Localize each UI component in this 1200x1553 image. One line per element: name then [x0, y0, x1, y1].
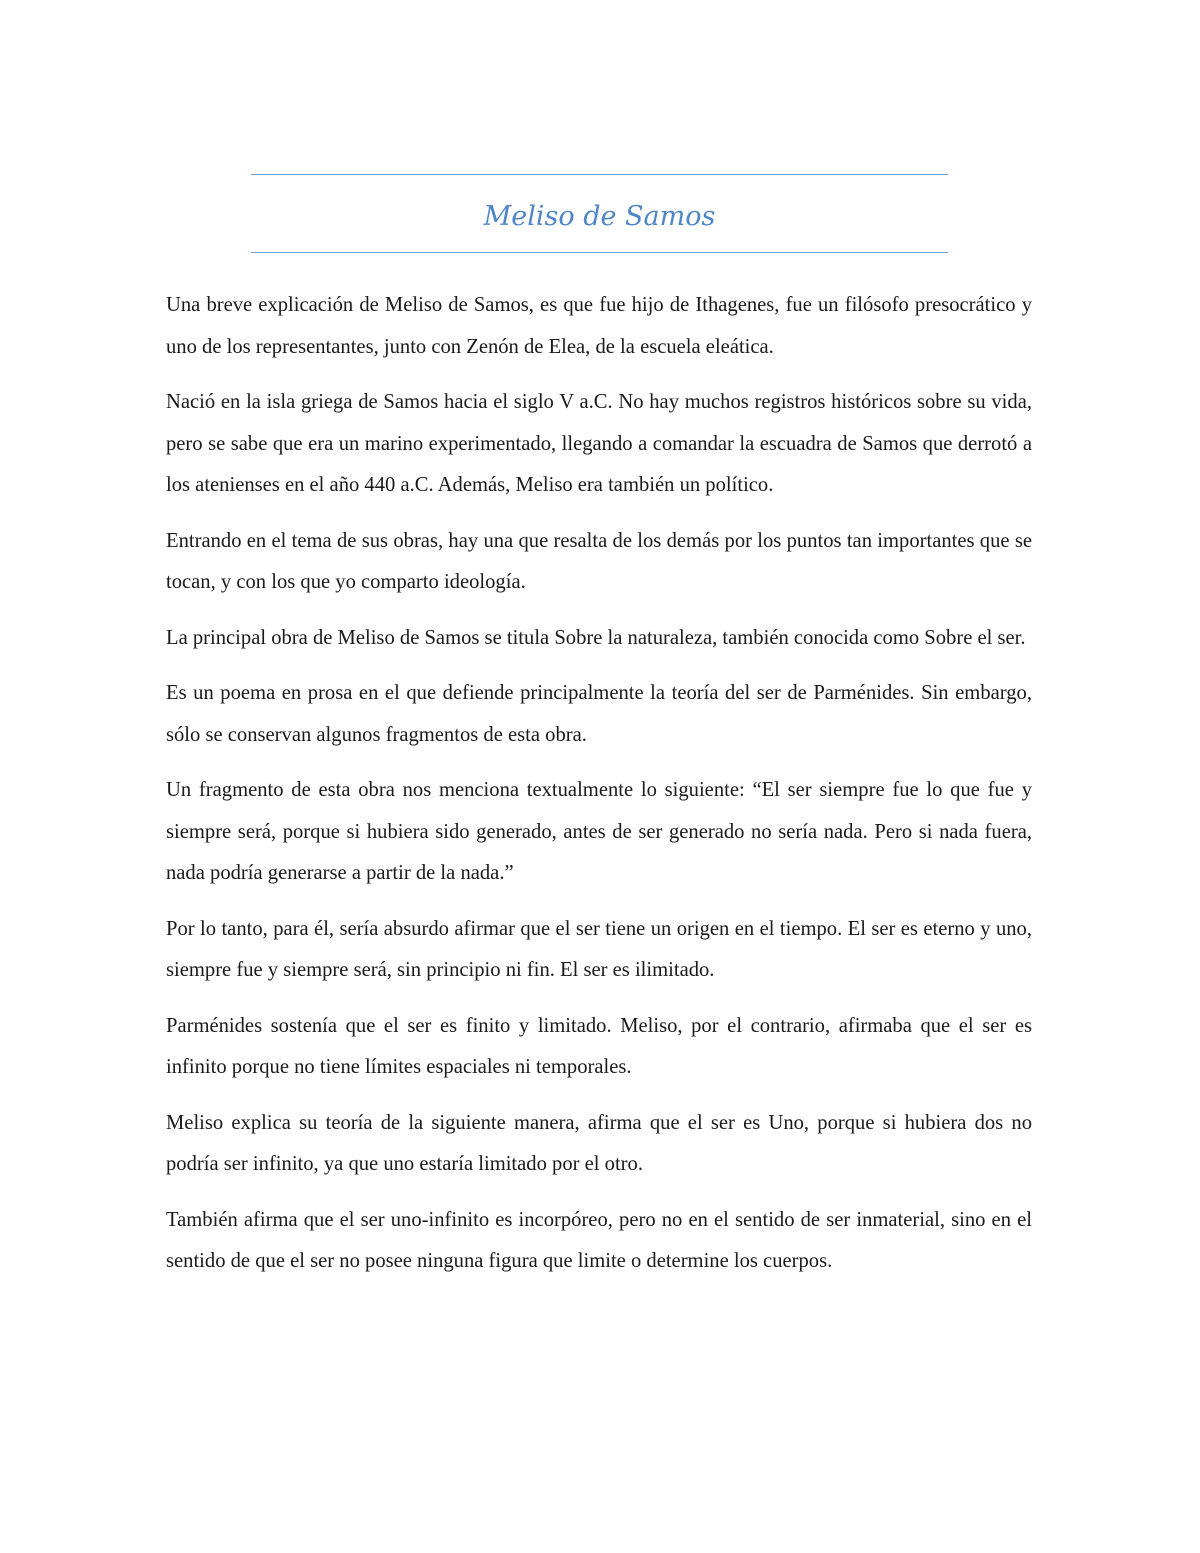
- paragraph: Un fragmento de esta obra nos menciona textualmente lo siguiente: “El ser siempre fue lo que fue y siempre será, porque si hubiera sido generado, antes de ser generado no sería nada. Pero si nada fuera, nada podría generarse a partir de la nada.”: [166, 779, 1032, 884]
- title-bottom-rule: [251, 252, 948, 253]
- paragraph: Meliso explica su teoría de la siguiente manera, afirma que el ser es Uno, porque si hubiera dos no podría ser infinito, ya que uno estaría limitado por el otro.: [166, 1111, 1032, 1175]
- paragraph: Una breve explicación de Meliso de Samos, es que fue hijo de Ithagenes, fue un filósofo presocrático y uno de los representantes, junto con Zenón de Elea, de la escuela eleática.: [166, 294, 1032, 358]
- title-top-rule: [251, 174, 948, 175]
- paragraph: Por lo tanto, para él, sería absurdo afirmar que el ser tiene un origen en el tiempo. El ser es eterno y uno, siempre fue y siempre será, sin principio ni fin. El ser es ilimitado.: [166, 917, 1032, 981]
- paragraph: Nació en la isla griega de Samos hacia el siglo V a.C. No hay muchos registros históricos sobre su vida, pero se sabe que era un marino experimentado, llegando a comandar la escuadra de Samos que derrotó a los atenienses en el año 440 a.C. Además, Meliso era también un político.: [166, 391, 1032, 496]
- document-title: Meliso de Samos: [483, 201, 716, 232]
- paragraph: Es un poema en prosa en el que defiende principalmente la teoría del ser de Parménides. Sin embargo, sólo se conservan algunos fragmentos de esta obra.: [166, 682, 1032, 746]
- title-block: [251, 174, 948, 253]
- paragraph: También afirma que el ser uno-infinito es incorpóreo, pero no en el sentido de ser inmaterial, sino en el sentido de que el ser no posee ninguna figura que limite o determine los cuerpos.: [166, 1208, 1032, 1272]
- paragraph: Entrando en el tema de sus obras, hay una que resalta de los demás por los puntos tan importantes que se tocan, y con los que yo comparto ideología.: [166, 529, 1032, 593]
- paragraph: La principal obra de Meliso de Samos se titula Sobre la naturaleza, también conocida como Sobre el ser.: [166, 626, 1026, 649]
- document-body: [166, 285, 1032, 1297]
- paragraph: Parménides sostenía que el ser es finito y limitado. Meliso, por el contrario, afirmaba que el ser es infinito porque no tiene límites espaciales ni temporales.: [166, 1014, 1032, 1078]
